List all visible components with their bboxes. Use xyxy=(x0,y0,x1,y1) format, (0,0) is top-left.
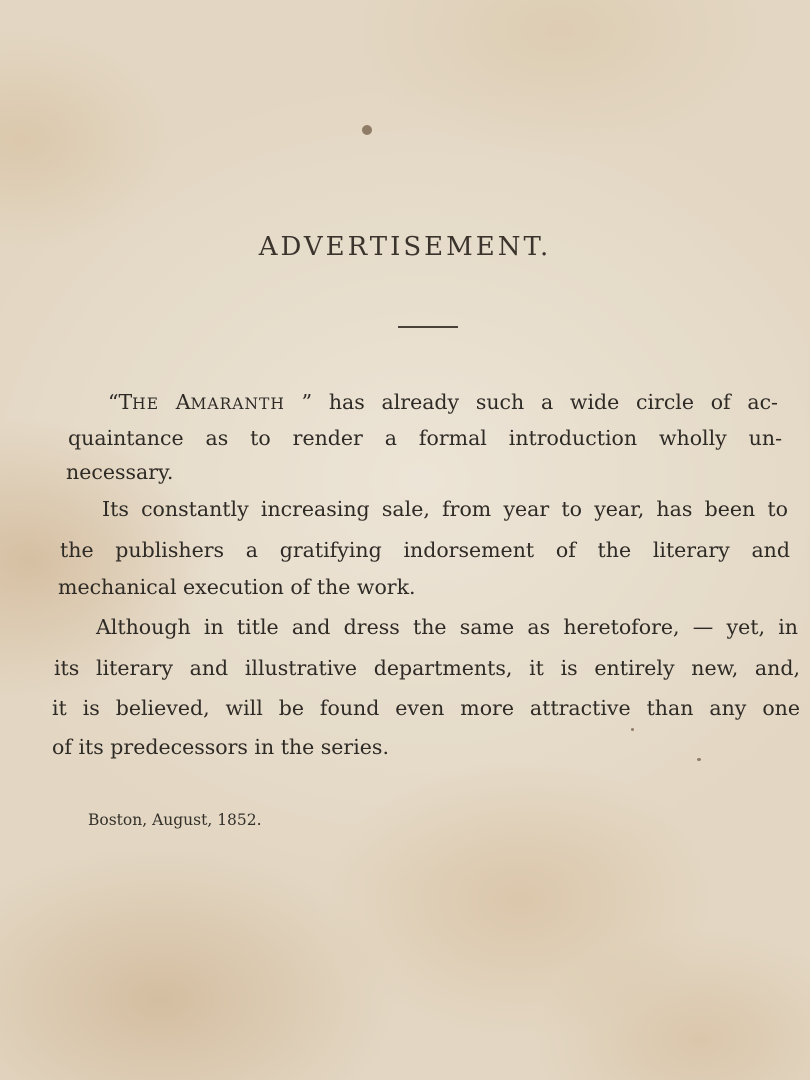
paragraph-1-line-3: necessary. xyxy=(66,460,174,484)
paragraph-3-line-3: it is believed, will be found even more attractive than any one xyxy=(52,696,800,720)
close-quote: ” xyxy=(301,390,313,414)
signature-line: Boston, August, 1852. xyxy=(88,811,262,829)
title-rule xyxy=(398,326,458,328)
paragraph-3-line-4: of its predecessors in the series. xyxy=(52,735,389,759)
ink-spot xyxy=(697,758,701,761)
ink-spot xyxy=(631,728,634,731)
paragraph-3-line-2: its literary and illustrative departments, it is entirely new, and, xyxy=(54,656,800,680)
paragraph-2-line-1: Its constantly increasing sale, from year to year, has been to xyxy=(102,497,788,521)
paragraph-1-line-2: quaintance as to render a formal introduction wholly un- xyxy=(68,426,782,450)
book-title-smallcaps: HE xyxy=(132,395,160,413)
text-run: has already such a wide circle of ac- xyxy=(312,390,778,414)
paragraph-2-line-2: the publishers a gratifying indorsement of the literary and xyxy=(60,538,790,562)
book-title-smallcaps: MARANTH xyxy=(190,395,285,413)
paragraph-2-line-3: mechanical execution of the work. xyxy=(58,575,416,599)
ink-spot xyxy=(362,125,372,135)
paragraph-1-line-1 xyxy=(108,390,778,414)
open-quote: “ xyxy=(108,390,119,414)
book-title-letter: T xyxy=(118,390,133,414)
paragraph-3-line-1: Although in title and dress the same as heretofore, — yet, in xyxy=(96,615,798,639)
page-title: ADVERTISEMENT. xyxy=(258,232,552,262)
book-title-letter: A xyxy=(175,390,191,414)
